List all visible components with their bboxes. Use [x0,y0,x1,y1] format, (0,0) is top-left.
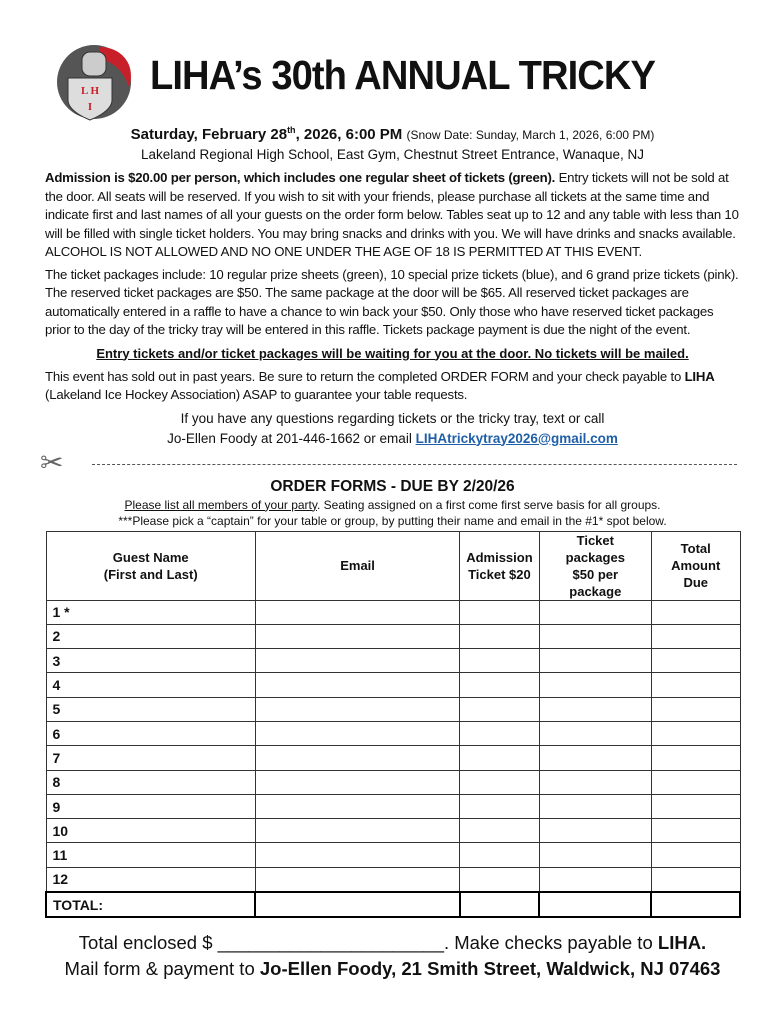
event-date: Saturday, February 28th, 2026, 6:00 PM (Snow Date: Sunday, March 1, 2026, 6:00 PM) [130,125,655,143]
admission-cell[interactable] [460,721,539,745]
packages-cell[interactable] [539,600,651,624]
row-number: 10 [46,819,255,843]
sold-out-paragraph: This event has sold out in past years. Be sure to return the completed ORDER FORM and your check payable to LIHA (Lakeland Ice Hockey Association) ASAP to guarantee your table requests. [45,368,715,402]
row-number: 4 [46,673,255,697]
total-enclosed-line: Total enclosed $ ______________________. Make checks payable to LIHA. [78,932,707,954]
email-cell[interactable] [255,746,459,770]
total-cell[interactable] [539,892,651,917]
table-row [46,697,740,721]
admission-cell[interactable] [460,867,539,892]
admission-cell[interactable] [460,819,539,843]
packages-cell[interactable] [539,697,651,721]
mail-address-line: Mail form & payment to Jo-Ellen Foody, 21 Smith Street, Waldwick, NJ 07463 [64,958,721,980]
column-header: Email [255,531,459,600]
packages-cell[interactable] [539,673,651,697]
order-instruction: Please list all members of your party. Seating assigned on a first come first serve basis for all groups. [124,497,661,512]
email-cell[interactable] [255,697,459,721]
total-due-cell[interactable] [651,770,740,794]
row-number: 3 [46,649,255,673]
email-cell[interactable] [255,770,459,794]
row-number: 6 [46,721,255,745]
table-row [46,843,740,867]
email-cell[interactable] [255,819,459,843]
email-cell[interactable] [255,843,459,867]
email-cell[interactable] [255,794,459,818]
table-row [46,746,740,770]
email-cell[interactable] [255,867,459,892]
total-due-cell[interactable] [651,843,740,867]
table-row [46,673,740,697]
table-row [46,649,740,673]
table-row [46,867,740,892]
packages-cell[interactable] [539,770,651,794]
column-header: Ticket packages $50 per package [539,531,651,600]
total-due-cell[interactable] [651,819,740,843]
packages-cell[interactable] [539,867,651,892]
admission-cell[interactable] [460,673,539,697]
total-row [46,892,740,917]
column-header: Guest Name (First and Last) [46,531,255,600]
order-table [45,531,741,919]
email-cell[interactable] [255,649,459,673]
total-due-cell[interactable] [651,600,740,624]
table-row [46,819,740,843]
packages-paragraph: The ticket packages include: 10 regular prize sheets (green), 10 special prize tickets (blue), and 6 grand prize tickets (pink). The reserved ticket packages are $50. The same package at the door will be $65. All reserved ticket packages are automatically entered in a raffle to have a chance to win back your $50. Only those who have reserved ticket packages prior to the day of the tricky tray will be entered in this raffle. Tickets package payment is due the night of the event. [45,266,739,337]
total-due-cell[interactable] [651,697,740,721]
cut-row [40,446,740,478]
event-location: Lakeland Regional High School, East Gym, Chestnut Street Entrance, Wanaque, NJ [140,147,645,162]
row-number: 9 [46,794,255,818]
packages-cell[interactable] [539,843,651,867]
total-due-cell[interactable] [651,721,740,745]
packages-cell[interactable] [539,649,651,673]
table-row [46,721,740,745]
admission-cell[interactable] [460,624,539,648]
total-cell[interactable] [255,892,459,917]
row-number: 8 [46,770,255,794]
admission-cell[interactable] [460,649,539,673]
total-due-cell[interactable] [651,794,740,818]
admission-cell[interactable] [460,843,539,867]
pickup-notice: Entry tickets and/or ticket packages will be waiting for you at the door. No tickets will be mailed. [96,345,689,361]
email-cell[interactable] [255,673,459,697]
row-number: 1 * [46,600,255,624]
total-due-cell[interactable] [651,624,740,648]
total-label: TOTAL: [46,892,255,917]
total-due-cell[interactable] [651,649,740,673]
admission-cell[interactable] [460,600,539,624]
order-form-title: ORDER FORMS - DUE BY 2/20/26 [270,477,515,495]
packages-cell[interactable] [539,721,651,745]
total-cell[interactable] [651,892,740,917]
packages-cell[interactable] [539,624,651,648]
packages-cell[interactable] [539,746,651,770]
column-header: Admission Ticket $20 [460,531,539,600]
packages-cell[interactable] [539,819,651,843]
packages-cell[interactable] [539,794,651,818]
contact-line-1: If you have any questions regarding tickets or the tricky tray, text or call [180,410,605,426]
email-link[interactable]: LIHAtrickytray2026@gmail.com [415,430,618,446]
row-number: 2 [46,624,255,648]
admission-paragraph: Admission is $20.00 per person, which includes one regular sheet of tickets (green). Entry tickets will not be sold at the door. All seats will be reserved. If you wish to sit with your friends, please purchase all tickets at the same time and indicate first and last names of all your guests on the order form below. Tables seat up to 12 and any table with less than 10 will be filled with single ticket holders. You may bring snacks and drinks with you. We will have drinks and snacks available. ALCOHOL IS NOT ALLOWED AND NO ONE UNDER THE AGE OF 18 IS PERMITTED AT THIS EVENT. [45,170,739,259]
cut-line [92,464,737,465]
admission-cell[interactable] [460,794,539,818]
email-cell[interactable] [255,721,459,745]
contact-line-2: Jo-Ellen Foody at 201-446-1662 or email LIHAtrickytray2026@gmail.com [167,430,618,446]
total-due-cell[interactable] [651,746,740,770]
email-cell[interactable] [255,600,459,624]
row-number: 5 [46,697,255,721]
admission-cell[interactable] [460,697,539,721]
row-number: 7 [46,746,255,770]
scissors-icon: ✂ [40,446,64,478]
row-number: 11 [46,843,255,867]
document-body [40,0,740,982]
email-cell[interactable] [255,624,459,648]
table-row [46,600,740,624]
svg-text:L H: L H [80,85,100,97]
total-due-cell[interactable] [651,673,740,697]
svg-text:I: I [87,101,93,113]
total-cell[interactable] [460,892,539,917]
page-title: LIHA’s 30th ANNUAL TRICKY [150,52,655,98]
captain-note: ***Please pick a “captain” for your table or group, by putting their name and email in the #1* spot below. [118,513,667,528]
row-number: 12 [46,867,255,892]
admission-cell[interactable] [460,746,539,770]
table-row [46,624,740,648]
table-row [46,770,740,794]
total-due-cell[interactable] [651,867,740,892]
column-header: Total Amount Due [651,531,740,600]
table-row [46,794,740,818]
admission-cell[interactable] [460,770,539,794]
